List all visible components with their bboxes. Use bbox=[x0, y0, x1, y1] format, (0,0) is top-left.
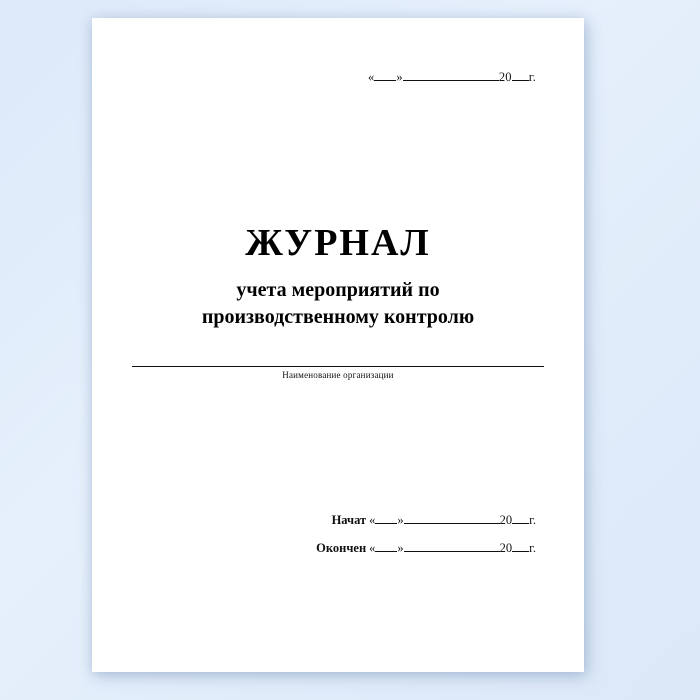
organization-blank-line bbox=[132, 366, 544, 367]
top-date-quote-close: » bbox=[396, 70, 403, 84]
top-date-year-suffix: г. bbox=[528, 70, 536, 84]
footer-finished-row bbox=[316, 541, 536, 556]
footer-started-year-suffix: г. bbox=[529, 513, 536, 527]
document-subtitle-line1: учета мероприятий по bbox=[236, 278, 440, 301]
top-date-month-blank bbox=[403, 80, 499, 81]
top-date-year-blank bbox=[512, 80, 529, 81]
footer-finished-year-suffix: г. bbox=[529, 541, 536, 555]
footer-finished-year-blank bbox=[512, 551, 529, 552]
footer-started-year-blank bbox=[512, 523, 529, 524]
footer-started-quote-open: « bbox=[369, 513, 376, 527]
footer-finished-label: Окончен bbox=[316, 541, 367, 555]
footer-started-quote-close: » bbox=[397, 513, 404, 527]
footer-started-month-blank bbox=[404, 523, 500, 524]
title-block bbox=[92, 223, 584, 331]
footer-finished-year-prefix: 20 bbox=[499, 541, 513, 555]
footer-finished-quote-close: » bbox=[397, 541, 404, 555]
organization-block bbox=[132, 366, 544, 380]
top-date-quote-open: « bbox=[367, 70, 375, 84]
organization-caption: Наименование организации bbox=[282, 370, 394, 380]
document-subtitle-line2: производственному контролю bbox=[201, 305, 475, 328]
footer-block bbox=[316, 513, 536, 569]
document-title: ЖУРНАЛ bbox=[245, 222, 431, 264]
document-subtitle bbox=[92, 277, 584, 331]
top-date-year-prefix: 20 bbox=[498, 70, 512, 84]
footer-started-day-blank bbox=[375, 523, 397, 524]
footer-finished-month-blank bbox=[404, 551, 500, 552]
footer-finished-day-blank bbox=[375, 551, 397, 552]
footer-started-row bbox=[316, 513, 536, 528]
footer-finished-quote-open: « bbox=[369, 541, 376, 555]
footer-started-label: Начат bbox=[331, 513, 367, 527]
top-date-fillin bbox=[368, 70, 536, 85]
document-page bbox=[92, 18, 584, 672]
footer-started-year-prefix: 20 bbox=[499, 513, 513, 527]
top-date-day-blank bbox=[374, 80, 396, 81]
